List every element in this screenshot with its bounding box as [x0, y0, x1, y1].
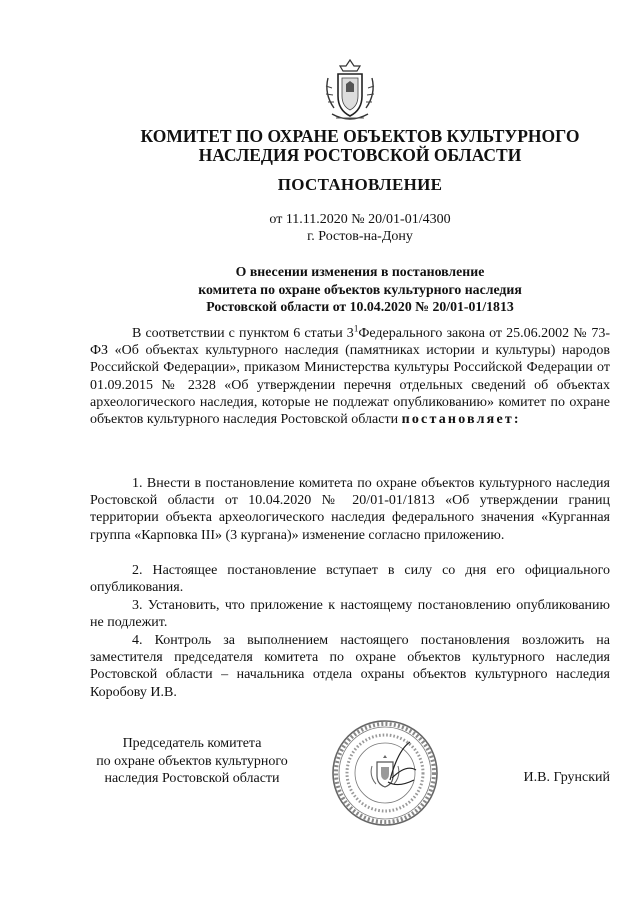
document-city: г. Ростов-на-Дону	[307, 229, 413, 244]
resolution-item-1	[90, 475, 610, 544]
resolution-item-3	[90, 597, 610, 631]
resolution-item-2	[90, 562, 610, 596]
document-subject	[100, 263, 620, 316]
official-seal-icon	[330, 718, 440, 828]
signer-position-line-3: наследия Ростовской области	[104, 771, 280, 786]
resolution-item-4	[90, 632, 610, 701]
document-type: ПОСТАНОВЛЕНИЕ	[277, 175, 443, 194]
signer-position-line-2: по охране объектов культурного	[96, 753, 288, 769]
committee-line-2: НАСЛЕДИЯ РОСТОВСКОЙ ОБЛАСТИ	[198, 145, 522, 165]
subject-line-1: О внесении изменения в постановление	[235, 264, 485, 279]
article-superscript: 1	[353, 323, 359, 334]
item-2-text: 2. Настоящее постановление вступает в силу со дня его официального опубликования.	[90, 563, 610, 596]
document-date-number: от 11.11.2020 № 20/01-01/4300	[269, 212, 451, 227]
signer-name: И.В. Грунский	[523, 770, 610, 785]
subject-line-3: Ростовской области от 10.04.2020 № 20/01-01/1813	[206, 299, 514, 314]
item-4-text: 4. Контроль за выполнением настоящего постановления возложить на заместителя председателя комитета по охране объектов культурного наследия Ростовской области – начальника отдела охраны объектов культурного наследия Коробову И.В.	[90, 633, 610, 700]
signer-position-line-1: Председатель комитета	[122, 736, 262, 751]
preamble-paragraph	[90, 325, 610, 428]
signer-position	[82, 735, 302, 788]
item-1-text: 1. Внести в постановление комитета по охране объектов культурного наследия Ростовской области от 10.04.2020 № 20/01-01/1813 «Об утверждении границ территории объекта археологического наследия федерального значения «Курганная группа «Карповка III» (3 кургана)» изменение согласно приложению.	[90, 476, 610, 543]
committee-line-1: КОМИТЕТ ПО ОХРАНЕ ОБЪЕКТОВ КУЛЬТУРНОГО	[140, 126, 580, 146]
coat-of-arms-icon	[318, 56, 382, 126]
committee-name	[80, 127, 640, 165]
resolves-word: постановляет:	[401, 412, 521, 428]
preamble-text-b: Федерального закона от 25.06.2002 № 73-ФЗ «Об объектах культурного наследия (памятниках истории и культуры) народов Российской Федерации», приказом Министерства культуры Российской Федерации от 01.09.2015 № 2328 «Об утверждении перечня отдельных сведений об объектах археологического наследия, которые не подлежат опубликованию» комитет по охране объектов культурного наследия Ростовской области	[90, 326, 610, 428]
item-3-text: 3. Установить, что приложение к настоящему постановлению опубликованию не подлежит.	[90, 598, 610, 631]
subject-line-2: комитета по охране объектов культурного наследия	[198, 281, 522, 297]
preamble-text-a: В соответствии с пунктом 6 статьи 3	[132, 326, 354, 341]
